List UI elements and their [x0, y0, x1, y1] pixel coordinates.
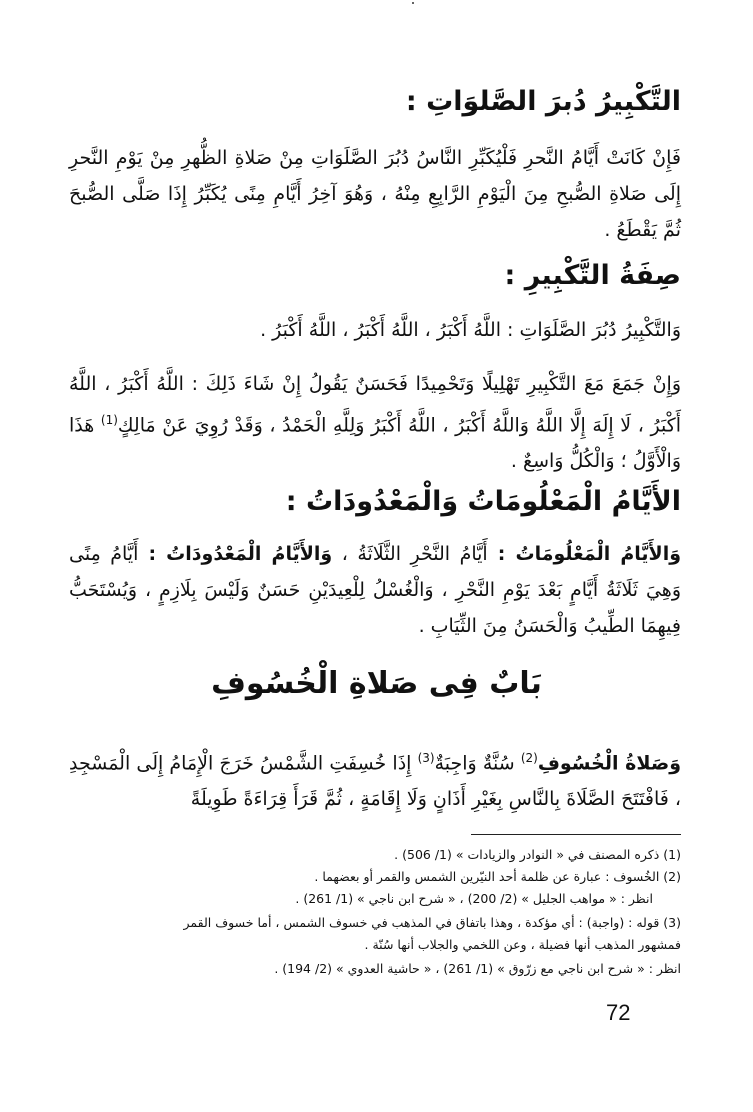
paragraph-ayyam: وَالأَيَّامُ الْمَعْلُومَاتُ : أَيَّامُ النَّحْرِ الثَّلَاثَةُ ، وَالأَيَّامُ الْمَعْدُودَاتُ : أَيَّامُ مِنًى وَهِيَ ثَلَاثَةُ أَيَّامٍ بَعْدَ يَوْمِ النَّحْرِ ، وَالْغُسْلُ لِلْعِيدَيْنِ حَسَنٌ وَلَيْسَ بِلَازِمٍ ، وَيُسْتَحَبُّ فِيهِمَا الطِّيبُ وَالْحَسَنُ مِنَ الثِّيَابِ .	[69, 543, 682, 637]
paragraph-takbir-dubur: فَإِنْ كَانَتْ أَيَّامُ النَّحرِ فَلْيُكَبِّرِ النَّاسُ دُبُرَ الصَّلَوَاتِ مِنْ صَلاةِ الظُّهرِ مِنْ يَوْمِ النَّحرِ إِلَى صَلاةِ الصُّبحِ مِنَ الْيَوْمِ الرَّابِعِ مِنْهُ ، وَهُوَ آخِرُ أَيَّامِ مِنًى يُكَبِّرُ إِذَا صَلَّى الصُّبحَ ثُمَّ يَقْطَعُ .	[69, 147, 681, 241]
scan-speck	[412, 2, 414, 4]
paragraph-khusuf: وَصَلاةُ الْخُسُوفِ$^{(2)}$ سُنَّةٌ وَاجِبَةٌ$^{(3)}$ إِذَا خُسِفَتِ الشَّمْسُ خَرَجَ الْإِمَامُ إِلَى الْمَسْجِدِ ، فَافْتَتَحَ الصَّلَاةَ بِالنَّاسِ بِغَيْرِ أَذَانٍ وَلَا إِقَامَةٍ ، ثُمَّ قَرَأَ قِرَاءَةً طَوِيلَةً	[69, 751, 681, 811]
footnote-separator	[471, 834, 681, 835]
footnote-3-ref: انظر : « شرح ابن ناجي مع زرّوق » (1/ 261) ، « حاشية العدوي » (2/ 194) .	[274, 961, 681, 976]
heading-sifat-takbir: صِفَةُ التَّكْبِيرِ :	[504, 260, 681, 291]
footnote-3-cont: فمشهور المذهب أنها فضيلة ، وعن اللخمي والجلاب أنها سُنّة .	[364, 937, 681, 952]
footnote-ref-1[interactable]: (1)	[100, 413, 118, 427]
footnote-ref-3[interactable]: (3)	[417, 751, 435, 765]
footnote-1: (1) ذكره المصنف في « النوادر والزيادات » (1/ 506) .	[394, 847, 681, 862]
paragraph-sifat-takbir-1: وَالتَّكْبِيرُ دُبُرَ الصَّلَوَاتِ : اللَّهُ أَكْبَرُ ، اللَّهُ أَكْبَرُ ، اللَّهُ أَكْبَرُ .	[260, 319, 681, 341]
heading-takbir-dubur: التَّكْبِيرُ دُبرَ الصَّلوَاتِ :	[405, 86, 681, 117]
heading-ayyam: الأَيَّامُ الْمَعْلُومَاتُ وَالْمَعْدُودَاتُ :	[285, 486, 681, 517]
page-number: 72	[606, 1000, 631, 1025]
chapter-title: بَابٌ فِى صَلاةِ الْخُسُوفِ	[211, 666, 542, 701]
footnote-2-ref: انظر : « مواهب الجليل » (2/ 200) ، « شرح ابن ناجي » (1/ 261) .	[295, 891, 653, 906]
footnote-3: (3) قوله : (واجبة) : أي مؤكدة ، وهذا باتفاق في المذهب في خسوف الشمس ، أما خسوف القمر	[183, 915, 681, 930]
footnote-ref-2[interactable]: (2)	[520, 751, 538, 765]
footnote-2: (2) الخُسوف : عبارة عن ظلمة أحد النيّرين الشمس والقمر أو بعضهما .	[314, 869, 681, 884]
paragraph-sifat-takbir-2: وَإِنْ جَمَعَ مَعَ التَّكْبِيرِ تَهْلِيلًا وَتَحْمِيدًا فَحَسَنٌ يَقُولُ إِنْ شَاءَ ذَلِكَ : اللَّهُ أَكْبَرُ ، اللَّهُ أَكْبَرُ ، لَا إِلَهَ إِلَّا اللَّهُ وَاللَّهُ أَكْبَرُ ، اللَّهُ أَكْبَرُ وَلِلَّهِ الْحَمْدُ ، وَقَدْ رُوِيَ عَنْ مَالِكٍ$^{(1)}$ هَذَا وَالْأَوَّلُ ؛ وَالْكُلُّ وَاسِعٌ .	[69, 373, 682, 473]
